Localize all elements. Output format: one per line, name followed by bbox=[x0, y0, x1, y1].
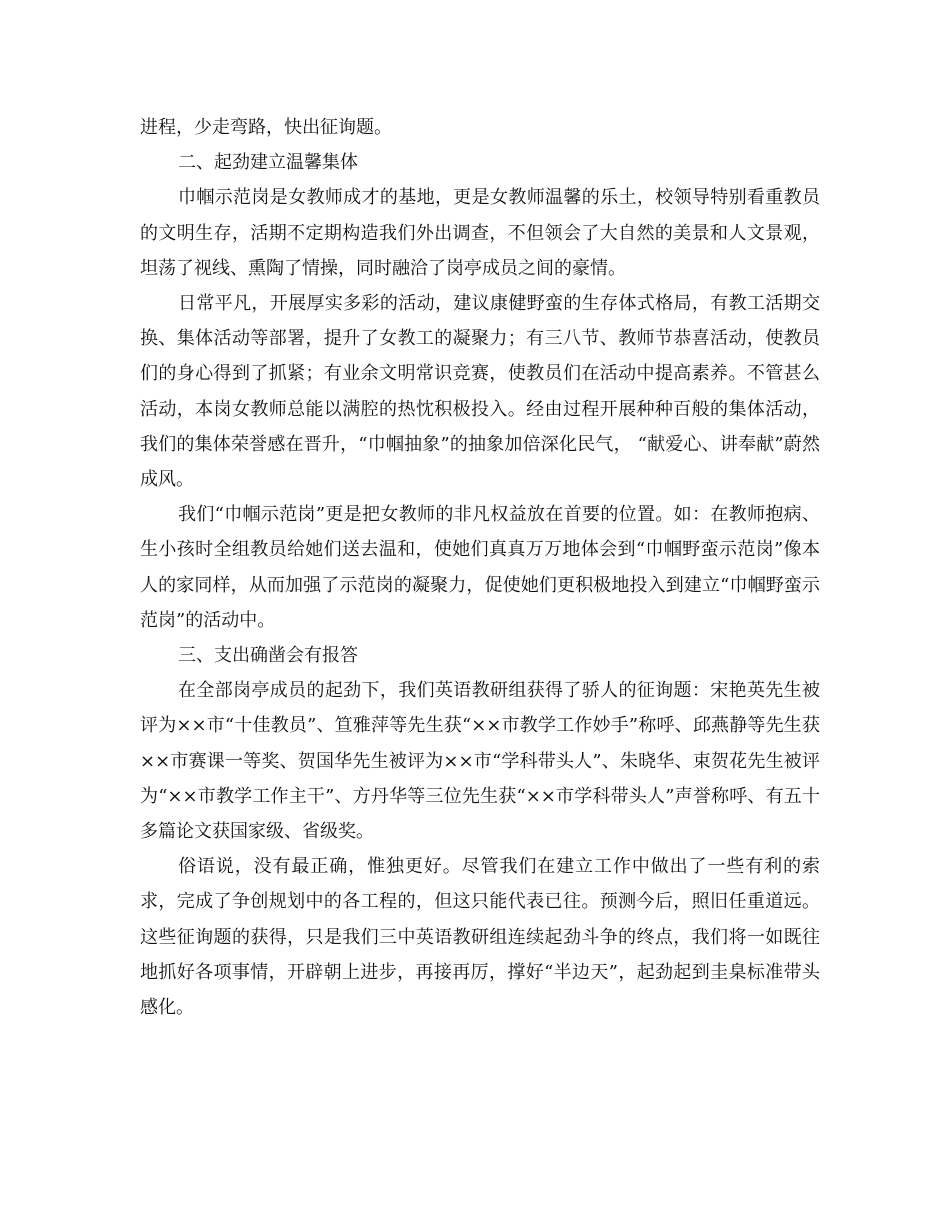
paragraph: 巾帼示范岗是女教师成才的基地，更是女教师温馨的乐土，校领导特别看重教员的文明生存，活期不定期构造我们外出调查，不但领会了大自然的美景和人文景观，坦荡了视线、熏陶了情操，同时融洽了岗亭成员之间的豪情。 bbox=[140, 187, 820, 279]
paragraph: 我们“巾帼示范岗”更是把女教师的非凡权益放在首要的位置。如：在教师抱病、生小孩时全组教员给她们送去温和，使她们真真万万地体会到“巾帼野蛮示范岗”像本人的家同样，从而加强了示范岗的凝聚力，促使她们更积极地投入到建立“巾帼野蛮示范岗”的活动中。 bbox=[140, 504, 820, 631]
paragraph: 在全部岗亭成员的起劲下，我们英语教研组获得了骄人的征询题：宋艳英先生被评为××市“十佳教员”、笪雅萍等先生获“××市教学工作妙手”称呼、邱燕静等先生获××市赛课一等奖、贺国华先生被评为××市“学科带头人”、朱晓华、束贺花先生被评为“××市教学工作主干”、方丹华等三位先生获“××市学科带头人”声誉称呼、有五十多篇论文获国家级、省级奖。 bbox=[140, 680, 820, 843]
paragraph-continuation: 进程，少走弯路，快出征询题。 bbox=[140, 117, 392, 138]
document-body bbox=[140, 110, 820, 1025]
paragraph: 俗语说，没有最正确，惟独更好。尽管我们在建立工作中做出了一些有利的索求，完成了争创规划中的各工程的，但这只能代表已往。预测今后，照旧任重道远。这些征询题的获得，只是我们三中英语教研组连续起劲斗争的终点，我们将一如既往地抓好各项事情，开辟朝上进步，再接再厉，撑好“半边天”，起劲起到圭臬标准带头感化。 bbox=[140, 856, 820, 1019]
section-heading-3: 三、支出确凿会有报答 bbox=[178, 645, 358, 667]
section-heading-2: 二、起劲建立温馨集体 bbox=[178, 152, 358, 174]
paragraph: 日常平凡，开展厚实多彩的活动，建议康健野蛮的生存体式格局，有教工活期交换、集体活动等部署，提升了女教工的凝聚力；有三八节、教师节恭喜活动，使教员们的身心得到了抓紧；有业余文明常识竞赛，使教员们在活动中提高素养。不管甚么活动，本岗女教师总能以满腔的热忱积极投入。经由过程开展种种百般的集体活动，我们的集体荣誉感在晋升，“巾帼抽象”的抽象加倍深化民气， “献爱心、讲奉献”蔚然成风。 bbox=[140, 293, 820, 491]
